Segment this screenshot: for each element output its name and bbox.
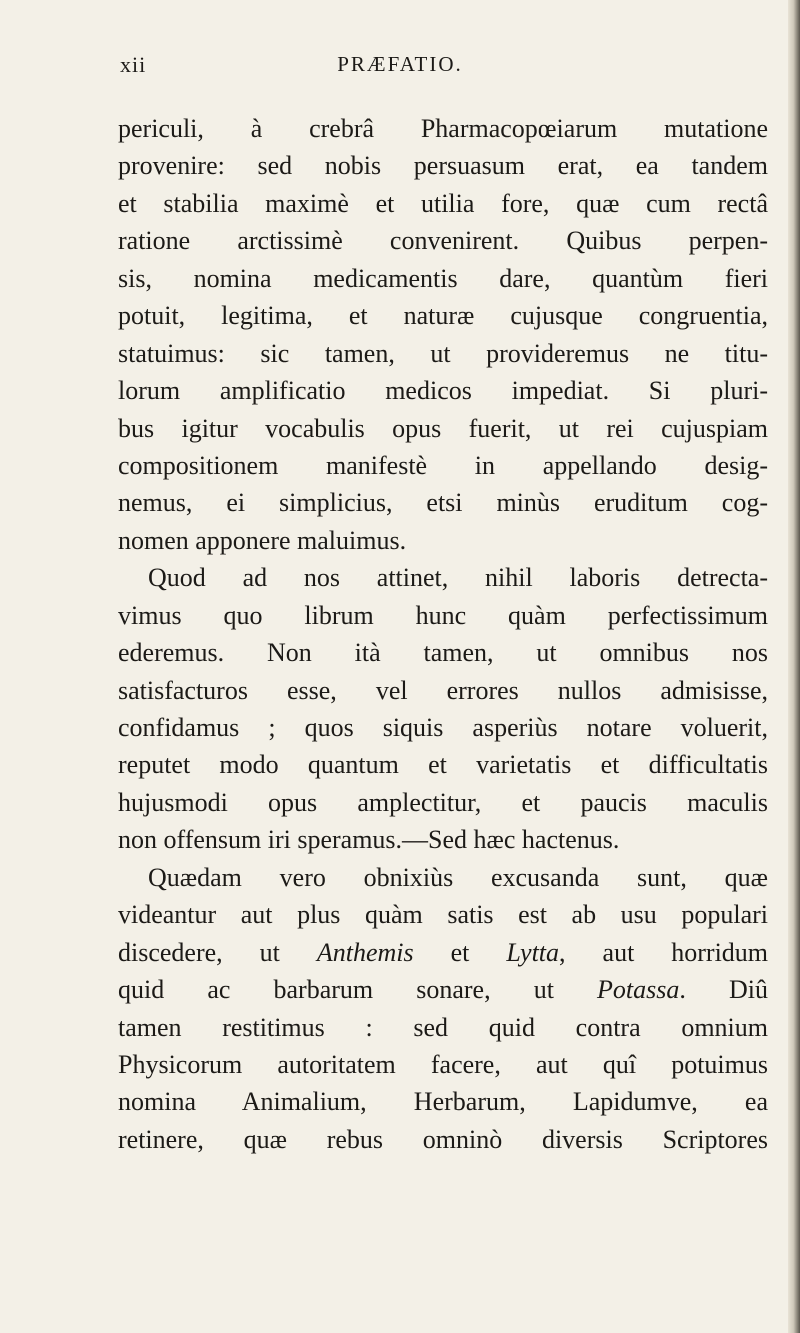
text-line: vimus quo librum hunc quàm perfectissimum <box>118 600 768 630</box>
running-title: PRÆFATIO. <box>337 52 463 76</box>
text-line: nomina Animalium, Herbarum, Lapidumve, ea <box>118 1087 768 1117</box>
text-line: Quædam vero obnixiùs excusanda sunt, quæ <box>148 862 768 892</box>
text-line: ederemus. Non ità tamen, ut omnibus nos <box>118 638 768 668</box>
text-line: nemus, ei simplicius, etsi minùs eruditum cog- <box>118 488 768 518</box>
text-line: compositionem manifestè in appellando desig- <box>118 450 768 480</box>
text-segment: discedere, ut <box>118 937 280 967</box>
text-line: provenire: sed nobis persuasum erat, ea tandem <box>118 151 768 181</box>
body-text <box>118 110 768 1158</box>
text-line <box>118 971 768 1008</box>
text-line: ratione arctissimè convenirent. Quibus perpen- <box>118 226 768 256</box>
text-segment: et <box>450 937 470 967</box>
text-line: nomen apponere maluimus. <box>118 525 407 555</box>
text-line: videantur aut plus quàm satis est ab usu populari <box>118 900 768 930</box>
text-line: et stabilia maximè et utilia fore, quæ cum rectâ <box>118 188 768 218</box>
text-line: sis, nomina medicamentis dare, quantùm fieri <box>118 263 768 293</box>
italic-term: Lytta <box>506 937 560 967</box>
italic-term: Potassa <box>597 975 680 1005</box>
italic-term: Anthemis <box>316 937 414 967</box>
text-segment: . Diû <box>679 975 768 1005</box>
text-line: potuit, legitima, et naturæ cujusque congruentia, <box>118 301 768 331</box>
running-head <box>0 52 800 88</box>
text-line: hujusmodi opus amplectitur, et paucis maculis <box>118 787 768 817</box>
page-number: xii <box>120 52 147 77</box>
text-line: bus igitur vocabulis opus fuerit, ut rei cujuspiam <box>118 413 768 443</box>
text-line <box>118 934 768 971</box>
text-line: periculi, à crebrâ Pharmacopœiarum mutatione <box>118 114 768 143</box>
page-edge <box>788 0 800 1333</box>
text-line: statuimus: sic tamen, ut provideremus ne titu- <box>118 338 768 368</box>
text-line: Quod ad nos attinet, nihil laboris detrecta- <box>148 563 768 593</box>
text-line: tamen restitimus : sed quid contra omnium <box>118 1012 768 1042</box>
text-line: confidamus ; quos siquis asperiùs notare voluerit, <box>118 713 768 742</box>
text-line: retinere, quæ rebus omninò diversis Scriptores <box>118 1124 768 1154</box>
text-line: satisfacturos esse, vel errores nullos admisisse, <box>118 675 768 705</box>
text-segment: quid ac barbarum sonare, ut <box>118 975 554 1005</box>
text-line: non offensum iri speramus.—Sed hæc hactenus. <box>118 825 620 855</box>
text-line: reputet modo quantum et varietatis et difficultatis <box>118 750 768 780</box>
text-line: Physicorum autoritatem facere, aut quî potuimus <box>118 1049 768 1079</box>
text-segment: , aut horridum <box>559 937 769 967</box>
text-line: lorum amplificatio medicos impediat. Si pluri- <box>118 376 768 406</box>
